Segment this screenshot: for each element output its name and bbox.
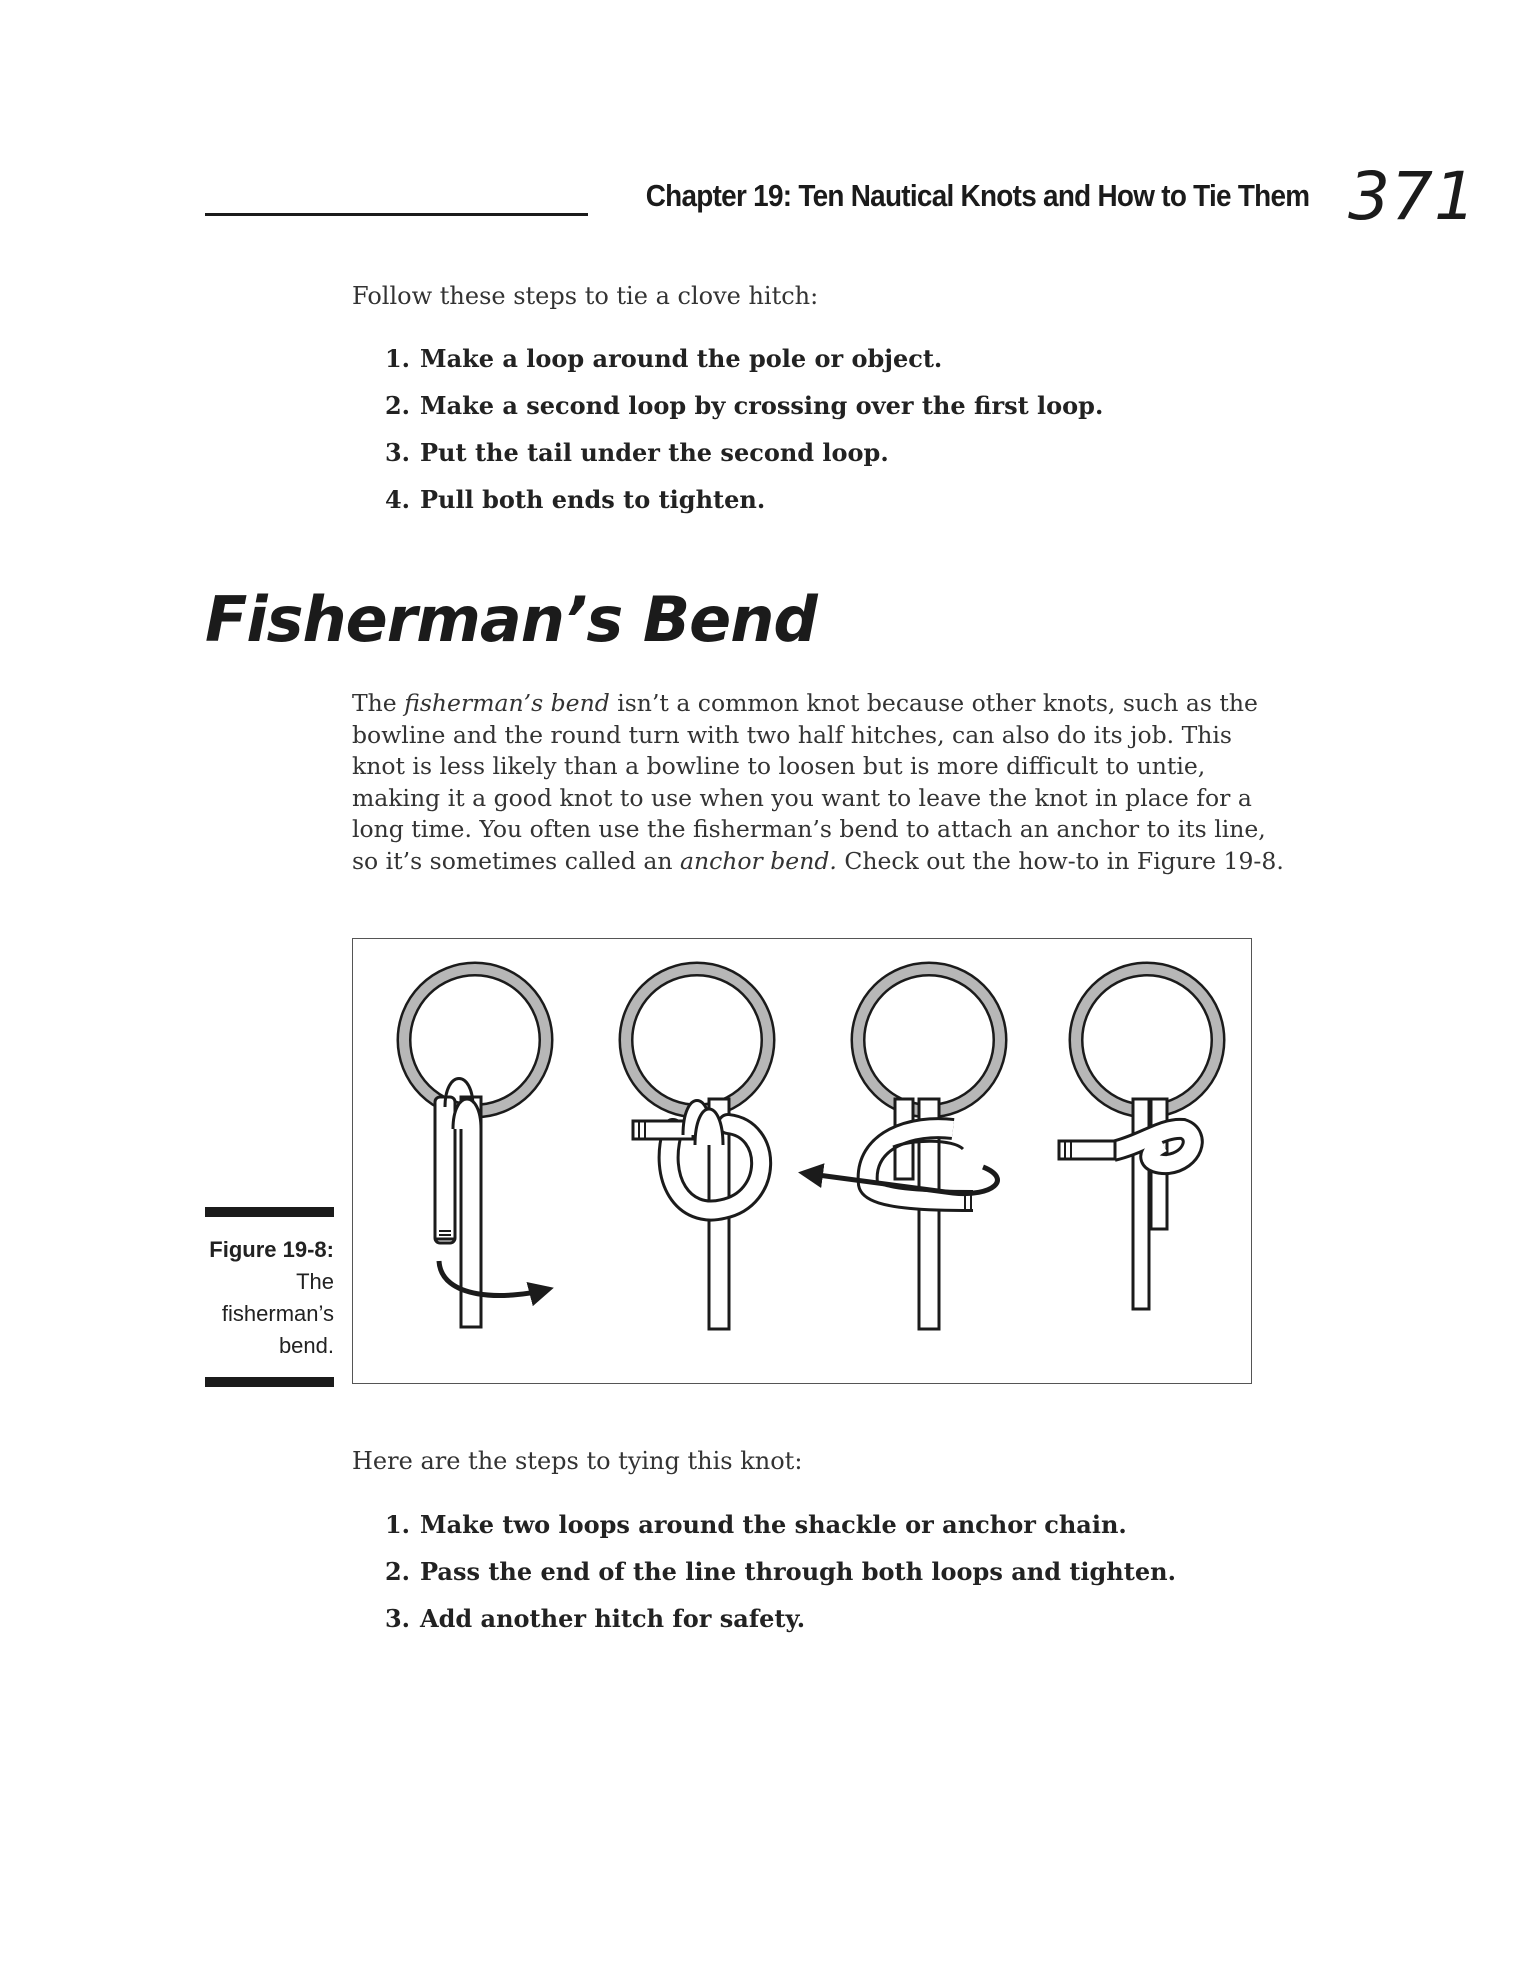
step-number: 2. (384, 1557, 410, 1586)
paragraph-line (352, 846, 1312, 878)
step-number: 2. (384, 391, 410, 420)
knot-step-2 (626, 969, 768, 1329)
list-item (352, 391, 1103, 438)
step-text: Make a second loop by crossing over the first loop. (420, 391, 1104, 420)
step-text: Pass the end of the line through both loops and tighten. (420, 1557, 1176, 1586)
text-run: The (352, 689, 405, 717)
text-run: bowline and the round turn with two half hitches, can also do its job. This (352, 720, 1232, 749)
step-text: Add another hitch for safety. (420, 1604, 806, 1633)
text-run: making it a good knot to use when you want to leave the knot in place for a (352, 783, 1252, 812)
step-text: Make a loop around the pole or object. (420, 344, 943, 373)
text-run: knot is less likely than a bowline to loosen but is more difficult to untie, (352, 752, 1206, 780)
list-item (352, 438, 1103, 485)
clove-hitch-steps (352, 344, 1103, 532)
fisherman-steps (352, 1510, 1176, 1651)
figure-caption (205, 1234, 334, 1362)
paragraph-line (352, 751, 1312, 783)
paragraph-line (352, 783, 1312, 815)
paragraph-line (352, 720, 1312, 752)
page-number: 371 (1348, 158, 1477, 235)
list-item (352, 1604, 1176, 1651)
paragraph-line (352, 688, 1312, 720)
emphasis: anchor bend. (679, 846, 837, 875)
text-run: isn’t a common knot because other knots, such as the (609, 689, 1258, 717)
list-item (352, 1557, 1176, 1604)
figure-illustration (352, 938, 1252, 1384)
paragraph-line (352, 814, 1312, 846)
step-number: 1. (384, 1510, 410, 1539)
emphasis: fisherman’s bend (404, 689, 610, 717)
list-item (352, 344, 1103, 391)
text-run: Check out the how-to in Figure 19-8. (836, 846, 1284, 875)
section-title: Fisherman’s Bend (205, 583, 817, 656)
step-number: 1. (384, 344, 410, 373)
step-number: 3. (384, 438, 410, 467)
step-text: Put the tail under the second loop. (420, 438, 889, 467)
text-run: so it’s sometimes called an (352, 846, 680, 875)
caption-bar-top (205, 1207, 334, 1217)
figure-label: Figure 19-8: (209, 1237, 334, 1262)
step-number: 3. (384, 1604, 410, 1633)
body-paragraph (352, 688, 1312, 877)
caption-bar-bottom (205, 1377, 334, 1387)
header-rule (205, 213, 588, 216)
chapter-title: Chapter 19: Ten Nautical Knots and How to Tie Them (645, 178, 1309, 213)
knot-step-1 (404, 969, 549, 1327)
step-text: Make two loops around the shackle or anchor chain. (420, 1510, 1127, 1539)
list-item (352, 485, 1103, 532)
step-number: 4. (384, 485, 410, 514)
figure-caption-text: The fisherman’s bend. (221, 1269, 334, 1358)
knot-illustration (353, 939, 1251, 1383)
text-run: long time. You often use the fisherman’s bend to attach an anchor to its line, (352, 815, 1266, 843)
clove-hitch-intro: Follow these steps to tie a clove hitch: (352, 282, 819, 310)
knot-step-4 (1059, 969, 1218, 1309)
fisherman-steps-intro: Here are the steps to tying this knot: (352, 1447, 803, 1475)
knot-step-3 (803, 969, 1000, 1329)
list-item (352, 1510, 1176, 1557)
step-text: Pull both ends to tighten. (420, 485, 766, 514)
